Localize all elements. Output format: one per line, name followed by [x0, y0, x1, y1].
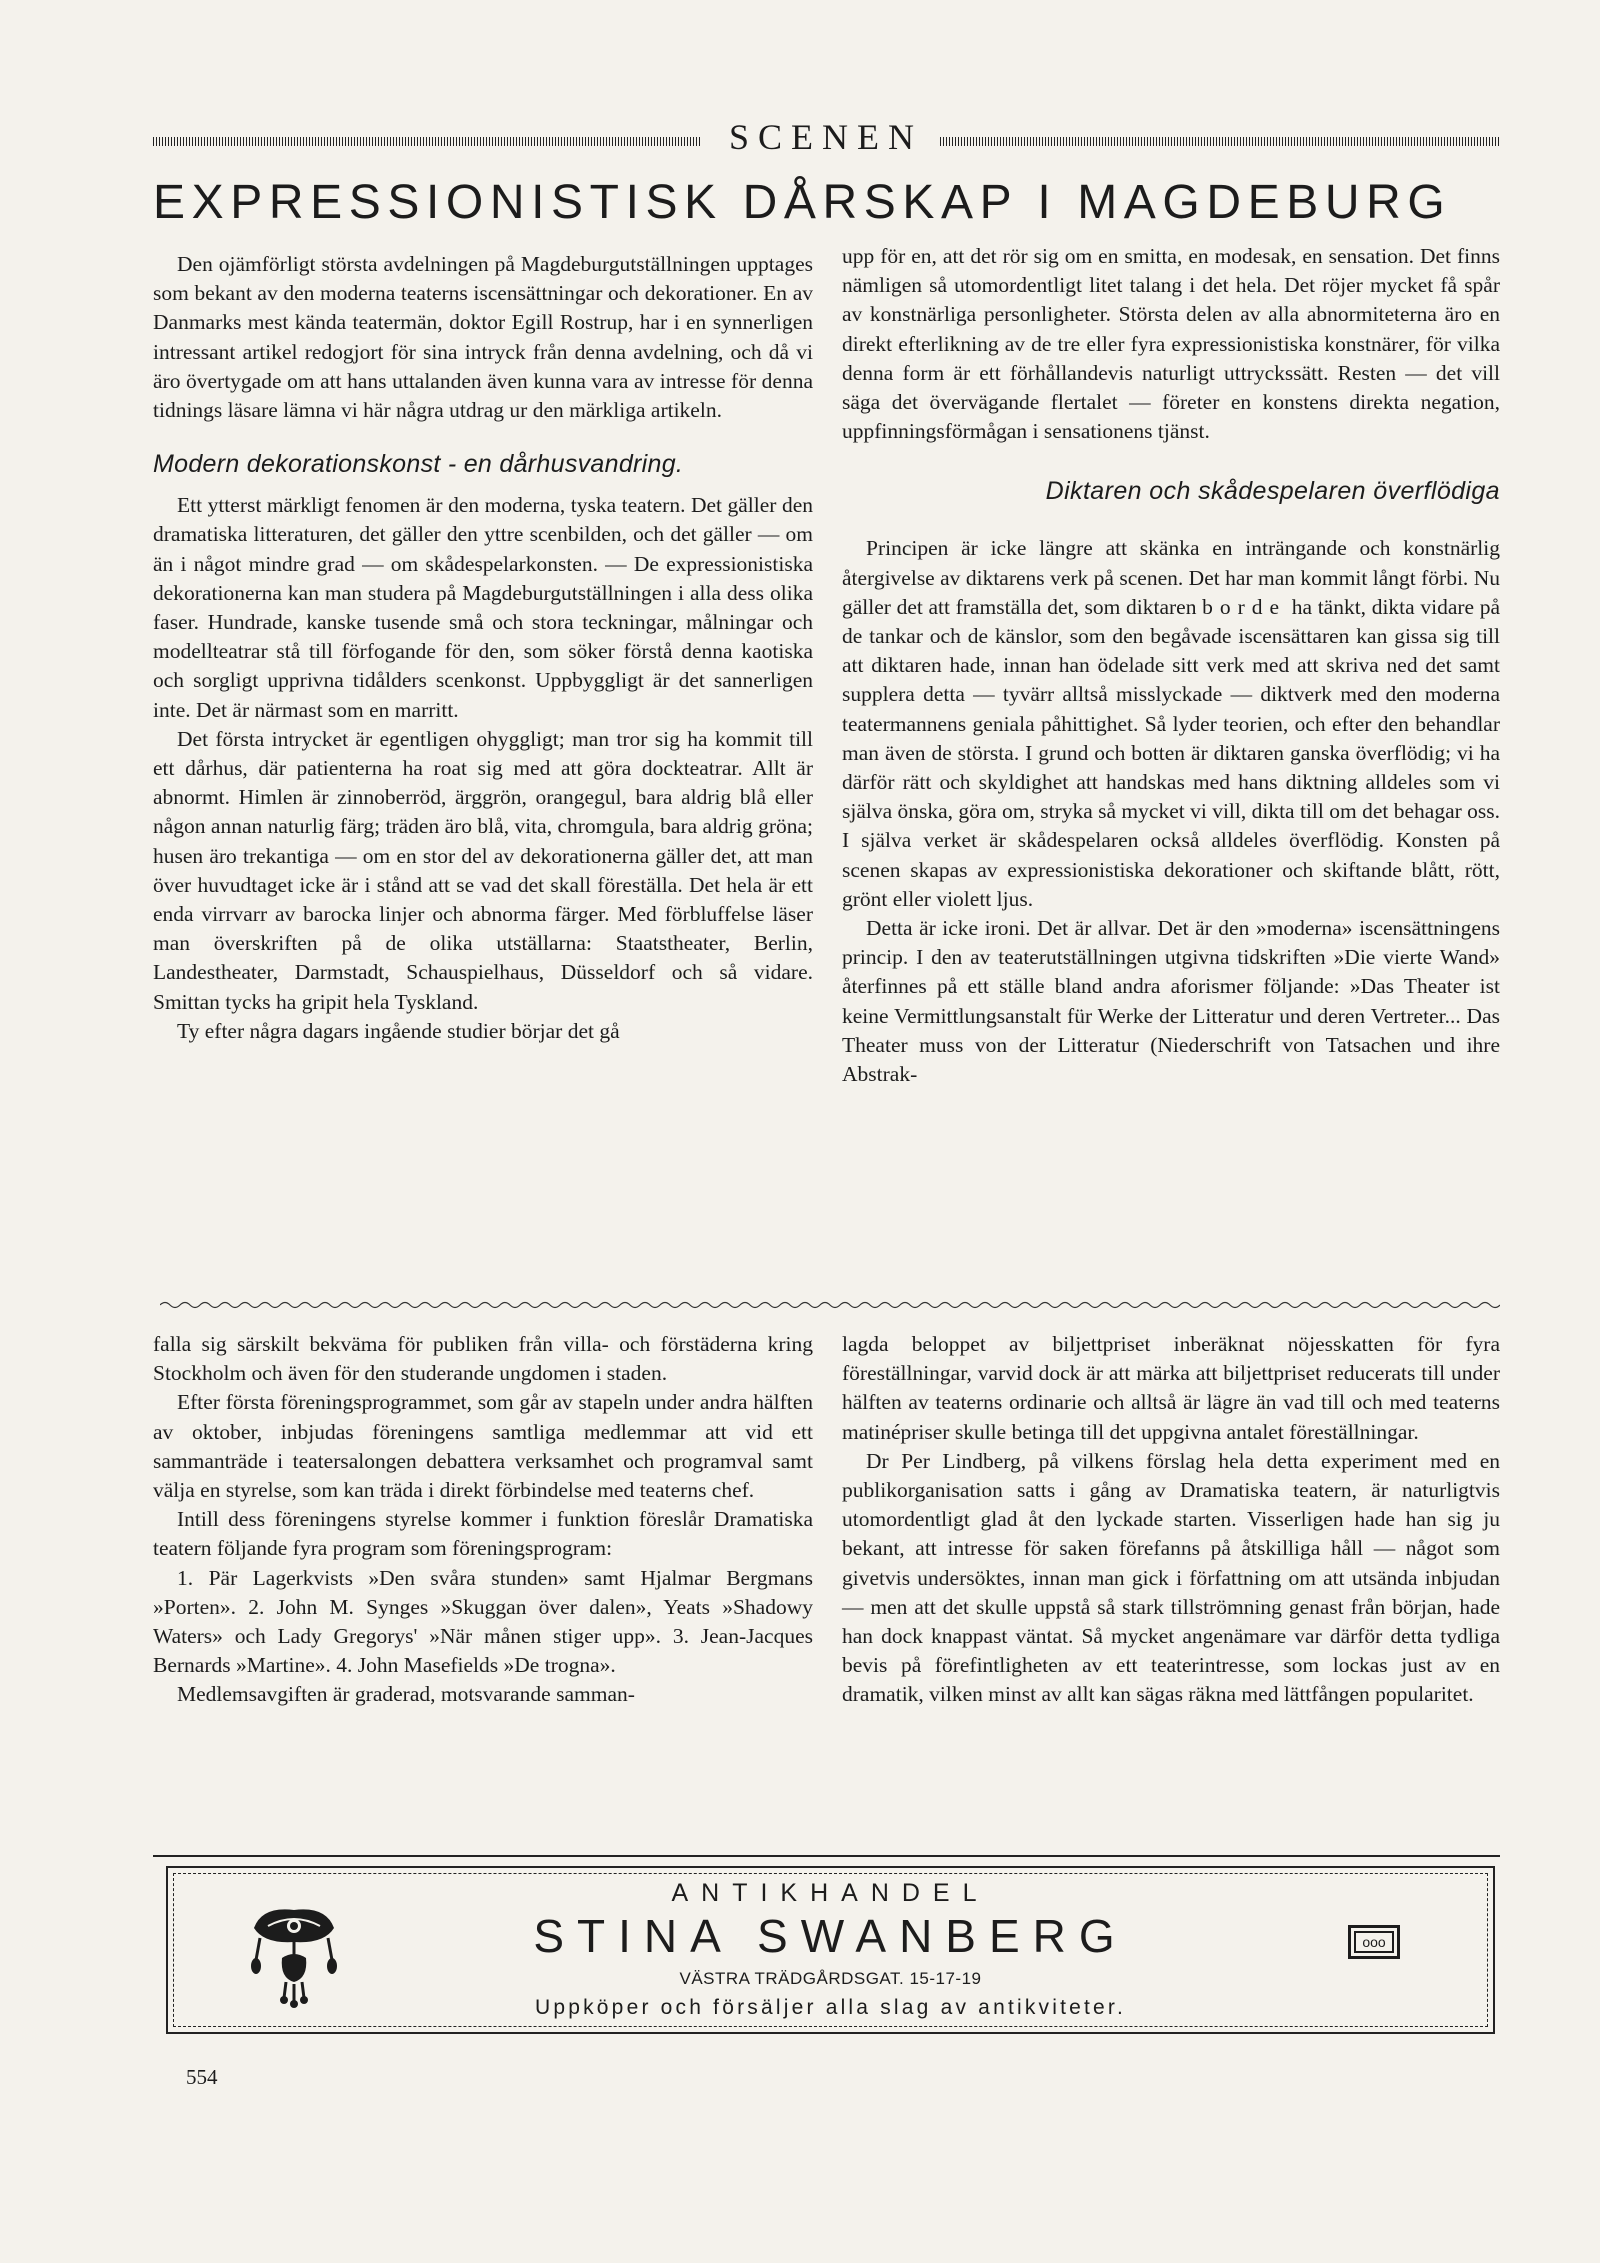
header-rule-right: [940, 137, 1500, 146]
section-name: SCENEN: [729, 117, 924, 157]
subheading-poet-actor: Diktaren och skådespelaren överflödiga: [1045, 477, 1500, 506]
ad-category: ANTIKHANDEL: [671, 1879, 990, 1907]
article-headline: EXPRESSIONISTISK DÅRSKAP I MAGDEBURG: [153, 176, 1452, 229]
body-paragraph: lagda beloppet av biljettpriset inberäknat nöjesskatten för fyra föreställningar, varvid dock är att märka att biljettpriset reducerats till under hälften av teaterns ordinarie och alltså är lägre än vad till och med teaterns matinépriser skulle betinga till det uppgivna antalet föreställningar.: [842, 1332, 1500, 1444]
wavy-line: [160, 1303, 1500, 1308]
article-column-left: [153, 250, 813, 1046]
article-column-right: [842, 242, 1500, 1089]
ad-shop-name: STINA SWANBERG: [533, 1910, 1128, 1962]
lower-column-right: [842, 1330, 1500, 1710]
body-paragraph: falla sig särskilt bekväma för publiken från villa- och förstäderna kring Stockholm och även för den studerande ungdomen i staden.: [153, 1332, 813, 1386]
running-header: [153, 117, 1500, 157]
text-run: Principen är icke längre att skänka en inträngande och konstnärlig återgivelse av diktarens verk på scenen. Det har man kommit långt förbi. Nu gäller det att framställa det, som diktaren: [842, 536, 1500, 619]
advertisement-box: [166, 1866, 1495, 2034]
ad-address: VÄSTRA TRÄDGÅRDSGAT. 15-17-19: [679, 1969, 982, 1988]
text-run: ha tänkt, dikta vidare på de tankar och de känslor, som den begåvade iscensättaren kan gissa sig till att diktaren hade, innan han ödelade sitt verk med att skriva ned det samt supplera detta — tyvärr alltså misslyckade — diktverk med den moderna teatermannens geniala påhittighet. Så lyder teorien, och efter den behandlar man även de största. I grund och botten är diktaren ganska överflödig; vi ha därför rätt och skyldighet att handskas med hans diktning alldeles som vi själva önska, göra om, stryka så mycket vi vill, dikta till om det behagar oss. I själva verket är skådespelaren också alldeles överflödig. Konsten på scenen skapas av expressionistiska dekorationer och skiftande blått, rött, grönt eller violett ljus.: [842, 594, 1501, 911]
body-paragraph: Ett ytterst märkligt fenomen är den moderna, tyska teatern. Det gäller den dramatiska litteraturen, det gäller den yttre scenbilden, och det gäller — om än i något mindre grad — om skådespelarkonsten. — De expressionistiska dekorationerna kan man studera på Magdeburgutställningen i alla dess olika faser. Hundrade, kanske tusende små och stora teckningar, målningar och modellteatrar stå till förfogande för den, som söker förstå denna kaotiska och sorgligt upprivna tidålders scenkonst. Uppbyggligt är det sannerligen inte. Det är närmast som en marritt.: [153, 493, 813, 722]
ad-tagline: Uppköper och försäljer alla slag av antikviteter.: [534, 1996, 1127, 2019]
emphasized-word: borde: [1202, 594, 1287, 619]
section-divider: [153, 1855, 1500, 1857]
body-paragraph: Dr Per Lindberg, på vilkens förslag hela detta experiment med en publikorganisation satts i gång av Dramatiska teatern, är naturligtvis utomordentligt glad åt den lyckade starten. Visserligen hade han sig ju bekant, att intresse för saken förefanns på åtskilliga håll — något som givetvis undersöktes, innan man gick i författning om att utsända inbjudan — men att det skulle uppstå så stark tillströmning genast från början, hade han dock knappast väntat. Så mycket angenämare var därför detta tydliga bevis på förefintligheten av ett teaterintresse, som lockas just av en dramatik, vilken minst av allt kan sägas räkna med lättfången popularitet.: [842, 1448, 1500, 1707]
body-paragraph: [842, 534, 1500, 914]
shop-mark-text: ooo: [1362, 1934, 1386, 1950]
lower-column-left: [153, 1330, 813, 1710]
body-paragraph: Detta är icke ironi. Det är allvar. Det är den »moderna» iscensättningens princip. I den av teaterutställningen utgivna tidskriften »Die vierte Wand» återfinnes på ett ställe bland andra aforismer följande: »Das Theater ist keine Vermittlungsanstalt für Werke der Litteratur und deren Vertreter... Das Theater muss von der Litteratur (Niederschrift von Tatsachen und ihre Abstrak-: [842, 916, 1500, 1087]
body-paragraph: upp för en, att det rör sig om en smitta, en modesak, en sensation. Det finns nämligen så utomordentligt litet talang i det hela. Det röjer mycket få spår av konstnärliga personligheter. Största delen av alla abnormiteterna äro en direkt efterlikning av de tre eller fyra expressionistiska konstnärer, för vilka denna form är ett förhållandevis naturligt uttryckssätt. Resten — det vill säga det övervägande flertalet — företer en konstens direkta negation, uppfinningsförmågan i sensationens tjänst.: [842, 244, 1500, 444]
shop-mark-icon: [1348, 1925, 1400, 1959]
intro-paragraph: Den ojämförligt största avdelningen på Magdeburgutställningen upptages som bekant av den moderna teaterns iscensättningar och dekorationer. En av Danmarks mest kända teatermän, doktor Egill Rostrup, har i en synnerligen intressant artikel redogjort för sina intryck från denna avdelning, och då vi äro övertygade om att hans uttalanden även kunna vara av intresse för denna tidnings läsare lämna vi här några utdrag ur den märkliga artikeln.: [153, 252, 813, 423]
body-paragraph: Medlemsavgiften är graderad, motsvarande samman-: [177, 1682, 635, 1707]
body-paragraph: Efter första föreningsprogrammet, som går av stapeln under andra hälften av oktober, inbjudas föreningens samtliga medlemmar att vid ett sammanträde i teatersalongen debattera verksamhet och programval samt välja en styrelse, som kan träda i direkt förbindelse med teaterns chef.: [153, 1390, 813, 1503]
body-paragraph: Ty efter några dagars ingående studier börjar det gå: [177, 1018, 620, 1043]
page-number: 554: [186, 2065, 218, 2089]
wavy-divider: [160, 1298, 1500, 1312]
body-paragraph: Det första intrycket är egentligen ohyggligt; man tror sig ha kommit till ett dårhus, där patienterna ha roat sig med att göra dockteatrar. Allt är abnormt. Himlen är zinnoberröd, ärggrön, orangegul, bara aldrig blå eller någon annan naturlig färg; träden äro blå, vita, chromgula, bara aldrig gröna; husen äro trekantiga — om en stor del av dekorationerna gäller det, att man över huvudtaget icke är i stånd att se vad det skall föreställa. Det hela är ett enda virrvarr av barocka linjer och abnorma färger. Med förbluffelse läser man överskriften på de olika utställarna: Staatstheater, Berlin, Landestheater, Darmstadt, Schauspielhaus, Düsseldorf och så vidare. Smittan tycks ha gripit hela Tyskland.: [153, 726, 813, 1014]
program-list: 1. Pär Lagerkvists »Den svåra stunden» samt Hjalmar Bergmans »Porten». 2. John M. Synges »Skuggan över dalen», Yeats »Shadowy Waters» och Lady Gregorys' »När månen stiger upp». 3. Jean-Jacques Bernards »Martine». 4. John Masefields »De trogna».: [153, 1565, 813, 1678]
header-rule-left: [153, 137, 701, 146]
body-paragraph: Intill dess föreningens styrelse kommer i funktion föreslår Dramatiska teatern följande fyra program som föreningsprogram:: [153, 1507, 813, 1561]
subheading-modern-decoration: Modern dekorationskonst - en dårhusvandring.: [153, 450, 684, 479]
